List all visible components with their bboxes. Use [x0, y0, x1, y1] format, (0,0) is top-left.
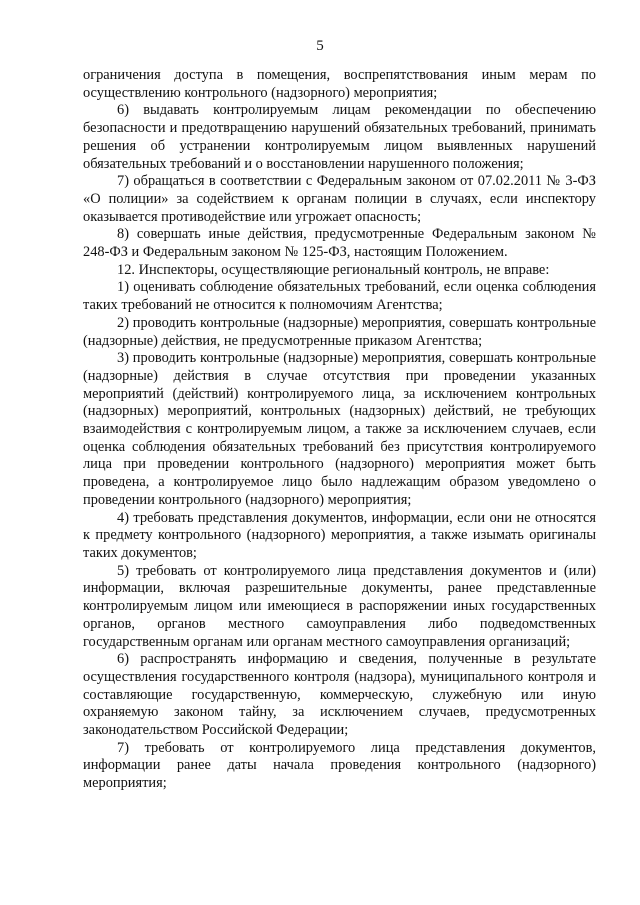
- paragraph-prohibition-7: 7) требовать от контролируемого лица представления документов, информации ранее даты начала проведения контрольного (надзорного) мероприятия;: [83, 739, 596, 792]
- paragraph-prohibition-6: 6) распространять информацию и сведения, полученные в результате осуществления государственного контроля (надзора), муниципального контроля и составляющие государственную, коммерческую, служебную или иную охраняемую законом тайну, за исключением случаев, предусмотренных законодательством Российской Федерации;: [83, 651, 596, 739]
- paragraph-continuation: ограничения доступа в помещения, воспрепятствования иным мерам по осуществлению контрольного (надзорного) мероприятия;: [83, 67, 596, 101]
- page-number: 5: [316, 38, 324, 54]
- paragraph-prohibition-5: 5) требовать от контролируемого лица представления документов и (или) информации, включая разрешительные документы, ранее представленные контролируемым лицом или имеющиеся в распоряжении иных государственных органов, органов местного самоуправления либо подведомственных государственным органам или органам местного самоуправления организаций;: [83, 562, 596, 650]
- paragraph-item-8: 8) совершать иные действия, предусмотренные Федеральным законом № 248-ФЗ и Федеральным законом № 125-ФЗ, настоящим Положением.: [83, 226, 596, 261]
- paragraph-prohibition-2: 2) проводить контрольные (надзорные) мероприятия, совершать контрольные (надзорные) действия, не предусмотренные приказом Агентства;: [83, 314, 596, 349]
- paragraph-prohibition-1: 1) оценивать соблюдение обязательных требований, если оценка соблюдения таких требований не относится к полномочиям Агентства;: [83, 279, 596, 314]
- paragraph-section-12: 12. Инспекторы, осуществляющие региональный контроль, не вправе:: [117, 261, 550, 278]
- paragraph-item-6: 6) выдавать контролируемым лицам рекомендации по обеспечению безопасности и предотвращению нарушений обязательных требований, принимать решения об устранении контролируемым лицом выявленных нарушений обязательных требований и о восстановлении нарушенного положения;: [83, 102, 596, 172]
- document-body: [83, 67, 596, 793]
- paragraph-item-7: 7) обращаться в соответствии с Федеральным законом от 07.02.2011 № 3-ФЗ «О полиции» за содействием к органам полиции в случаях, если инспектору оказывается противодействие или угрожает опасность;: [83, 173, 596, 225]
- paragraph-prohibition-4: 4) требовать представления документов, информации, если они не относятся к предмету контрольного (надзорного) мероприятия, а также изымать оригиналы таких документов;: [83, 509, 596, 561]
- paragraph-prohibition-3: 3) проводить контрольные (надзорные) мероприятия, совершать контрольные (надзорные) действия в случае отсутствия при проведении указанных мероприятий (действий) контролируемого лица, за исключением контрольных (надзорных) мероприятий, контрольных (надзорных) действий, не требующих взаимодействия с контролируемым лицом, а также за исключением случаев, если оценка соблюдения обязательных требований без присутствия контролируемого лица при проведении контрольного (надзорного) мероприятия может быть проведена, а контролируемое лицо было надлежащим образом уведомлено о проведении контрольного (надзорного) мероприятия;: [83, 350, 596, 508]
